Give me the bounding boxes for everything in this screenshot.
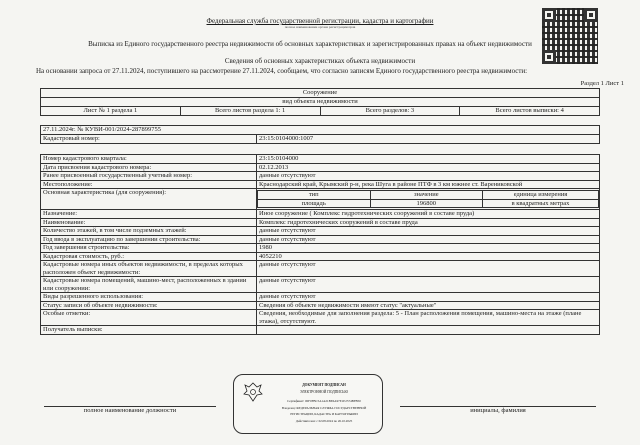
qr-finder-icon — [542, 8, 556, 22]
table-row — [41, 301, 600, 310]
table-row — [41, 326, 600, 335]
stamp-line2: ЭЛЕКТРОННОЙ ПОДПИСЬЮ — [299, 390, 349, 394]
object-type-table — [40, 88, 600, 116]
row-label: Год ввода в эксплуатацию по завершении строительства: — [41, 235, 257, 244]
characteristic-unit: в квадратных метрах — [483, 199, 599, 208]
agency-title: Федеральная служба государственной регистрации, кадастра и картографии — [206, 17, 434, 25]
row-value: данные отсутствуют — [257, 277, 600, 293]
basis-line: На основании запроса от 27.11.2024, поступившего на рассмотрение 27.11.2024, сообщаем, что согласно записям Единого государственного реестра недвижимости: — [36, 67, 528, 75]
col-value-header: значение — [370, 191, 483, 200]
stamp-cert: Сертификат: 00F0FBC5A1A21BE6A97E1E2574BFB50 — [287, 399, 361, 403]
table-row — [41, 189, 600, 210]
row-value: Сведения, необходимые для заполнения раздела: 5 - План расположения помещения, машино-места на этаже (плане этажа), отсутствуют. — [257, 310, 600, 326]
row-label: Назначение: — [41, 210, 257, 219]
table-row — [41, 180, 600, 189]
stamp-owner2: РЕГИСТРАЦИИ, КАДАСТРА И КАРТОГРАФИИ — [290, 412, 358, 416]
row-label: Виды разрешенного использования: — [41, 293, 257, 302]
row-label: Кадастровые номера помещений, машино-мест, расположенных в здании или сооружении: — [41, 277, 257, 293]
stamp-owner: Владелец: ФЕДЕРАЛЬНАЯ СЛУЖБА ГОСУДАРСТВЕННОЙ — [281, 406, 367, 410]
table-row — [41, 244, 600, 253]
row-value: Краснодарский край, Крымский р-н, река Шуга в районе ПТФ в 3 км южнее ст. Варениковской — [257, 180, 600, 189]
position-caption: полное наименование должности — [83, 407, 177, 414]
table-row — [41, 261, 600, 277]
characteristic-value: 196800 — [370, 199, 483, 208]
cadastral-number-label: Кадастровый номер: — [41, 135, 257, 144]
row-label: Количество этажей, в том числе подземных этажей: — [41, 227, 257, 236]
electronic-signature-stamp — [233, 374, 383, 434]
characteristics-table — [40, 154, 600, 335]
row-value: данные отсутствуют — [257, 261, 600, 277]
col-unit-header: единица измерения — [483, 191, 599, 200]
number-table — [40, 125, 600, 144]
table-row — [41, 277, 600, 293]
row-value: данные отсутствуют — [257, 235, 600, 244]
sheet-number: Лист № 1 раздела 1 — [41, 107, 181, 116]
row-label: Дата присвоения кадастрового номера: — [41, 163, 257, 172]
section-sheets-total: Всего листов раздела 1: 1 — [180, 107, 320, 116]
table-row — [41, 210, 600, 219]
row-label: Ранее присвоенный государственный учетный номер: — [41, 172, 257, 181]
characteristic-label: Основная характеристика (для сооружения): — [41, 189, 257, 210]
row-label: Кадастровые номера иных объектов недвижимости, в пределах которых расположен объект недвижимости: — [41, 261, 257, 277]
object-type-caption: вид объекта недвижимости — [41, 98, 600, 107]
row-value: Комплекс гидротехнических сооружений в составе пруда — [257, 218, 600, 227]
extract-sheets-total: Всего листов выписки: 4 — [460, 107, 600, 116]
table-row — [41, 310, 600, 326]
row-value: 4052210 — [257, 252, 600, 261]
table-row — [41, 218, 600, 227]
row-value: данные отсутствуют — [257, 293, 600, 302]
row-label: Наименование: — [41, 218, 257, 227]
extract-number: 27.11.2024г. № КУВИ-001/2024-287899755 — [41, 126, 600, 135]
row-label: Местоположение: — [41, 180, 257, 189]
table-row — [41, 235, 600, 244]
extract-title: Выписка из Единого государственного реестра недвижимости об основных характеристиках и зарегистрированных правах на объект недвижимости — [88, 40, 532, 48]
section-sheet-label: Раздел 1 Лист 1 — [580, 80, 624, 87]
object-type: Сооружение — [41, 89, 600, 98]
qr-finder-icon — [584, 8, 598, 22]
table-row — [41, 252, 600, 261]
row-label: Год завершения строительства: — [41, 244, 257, 253]
cadastral-number-value: 23:15:0104000:1007 — [257, 135, 600, 144]
table-row — [41, 163, 600, 172]
row-value: 1980 — [257, 244, 600, 253]
row-value: Сведения об объекте недвижимости имеют статус "актуальные" — [257, 301, 600, 310]
characteristic-type: площадь — [258, 199, 371, 208]
col-type-header: тип — [258, 191, 371, 200]
row-value — [257, 326, 600, 335]
row-label: Статус записи об объекте недвижимости: — [41, 301, 257, 310]
info-line: Сведения об основных характеристиках объекта недвижимости — [224, 57, 416, 65]
stamp-valid: Действителен: с 02.08.2024 по 26.10.2025 — [295, 419, 353, 423]
row-value: 23:15:0104000 — [257, 155, 600, 164]
agency-subtitle: полное наименование органа регистрации прав — [284, 25, 356, 29]
row-label: Номер кадастрового квартала: — [41, 155, 257, 164]
qr-finder-icon — [542, 50, 556, 64]
row-label: Получатель выписки: — [41, 326, 257, 335]
qr-code-icon — [542, 8, 598, 64]
row-value: данные отсутствуют — [257, 172, 600, 181]
name-caption: инициалы, фамилия — [470, 407, 526, 414]
sections-total: Всего разделов: 3 — [320, 107, 460, 116]
coat-of-arms-icon — [242, 381, 264, 403]
characteristic-subtable — [257, 190, 599, 208]
row-value: 02.12.2013 — [257, 163, 600, 172]
table-row — [41, 172, 600, 181]
stamp-line1: ДОКУМЕНТ ПОДПИСАН — [302, 383, 346, 387]
table-row — [41, 293, 600, 302]
row-label: Особые отметки: — [41, 310, 257, 326]
row-label: Кадастровая стоимость, руб.: — [41, 252, 257, 261]
table-row — [41, 227, 600, 236]
row-value: данные отсутствуют — [257, 227, 600, 236]
row-value: Иное сооружение ( Комплекс гидротехнических сооружений в составе пруда) — [257, 210, 600, 219]
table-row — [41, 155, 600, 164]
